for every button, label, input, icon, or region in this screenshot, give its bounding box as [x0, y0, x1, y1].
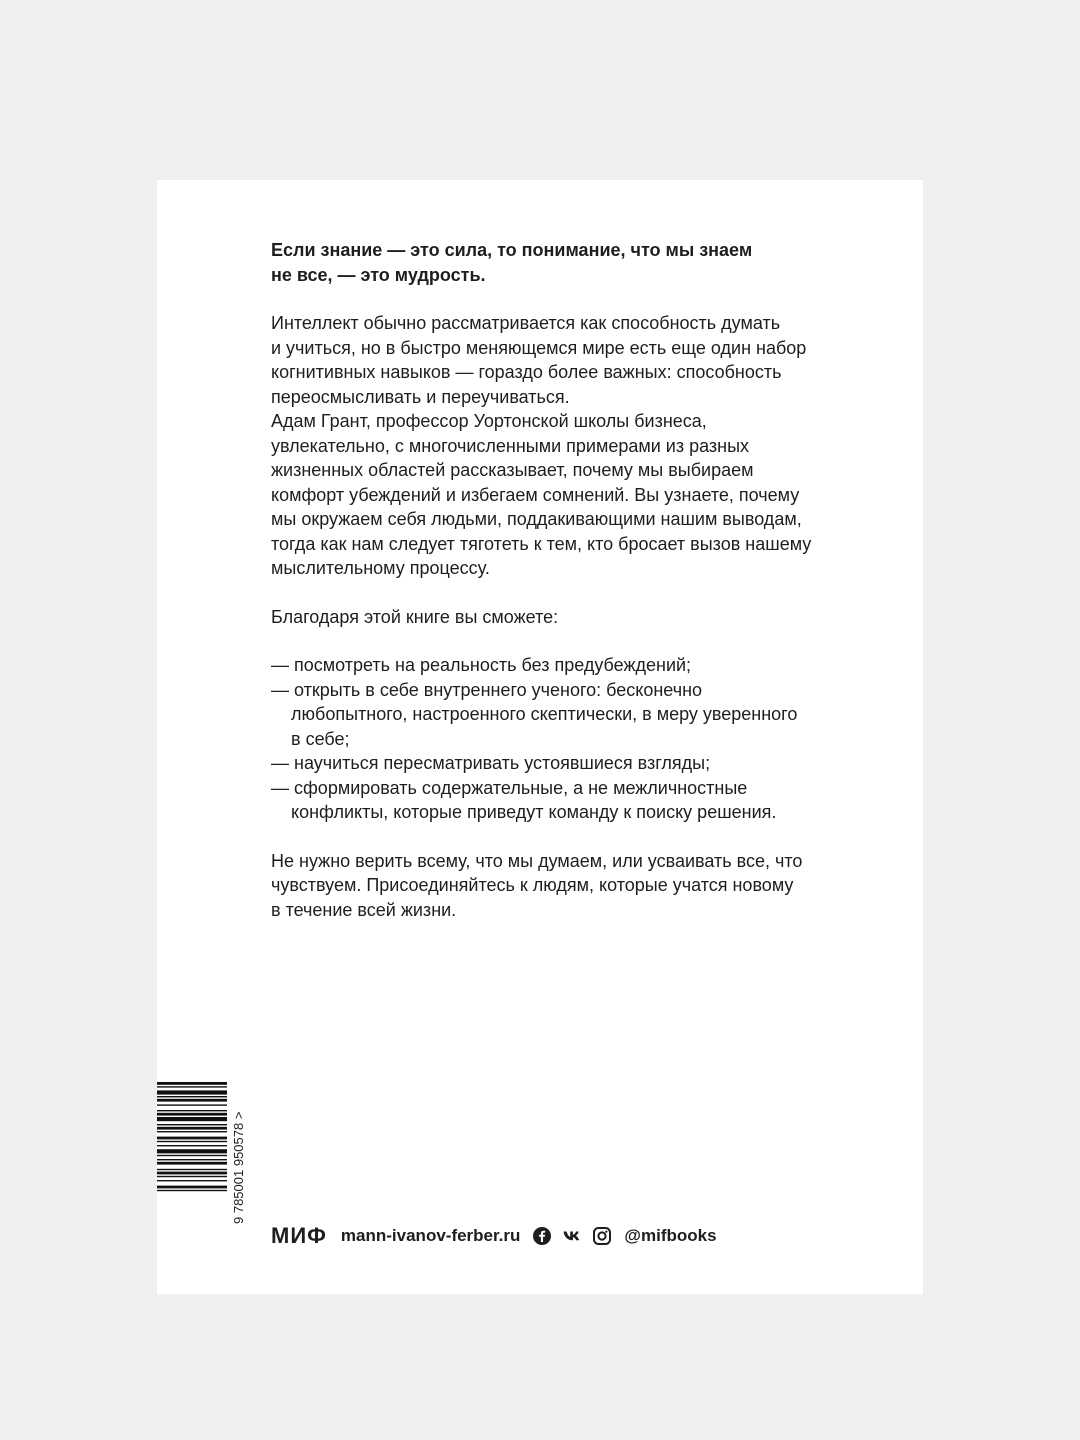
- social-handle[interactable]: @mifbooks: [624, 1226, 717, 1245]
- description-line: мы окружаем себя людьми, поддакивающими нашим выводам,: [271, 509, 802, 529]
- barcode-bar: [157, 1090, 227, 1094]
- description-line: Адам Грант, профессор Уортонской школы бизнеса,: [271, 411, 707, 431]
- list-item-line: — научиться пересматривать устоявшиеся взгляды;: [271, 753, 711, 773]
- publisher-footer: [271, 1222, 717, 1250]
- facebook-icon[interactable]: [532, 1226, 552, 1246]
- list-item: [271, 678, 871, 752]
- barcode-bar: [157, 1096, 227, 1097]
- closing-line: чувствуем. Присоединяйтесь к людям, которые учатся новому: [271, 875, 794, 895]
- barcode-bar: [157, 1145, 227, 1146]
- barcode-bars: [157, 1082, 227, 1191]
- description-line: когнитивных навыков — гораздо более важных: способность: [271, 362, 782, 382]
- list-item-line: в себе;: [291, 728, 350, 749]
- barcode-bar: [157, 1159, 227, 1160]
- list-item: [271, 776, 871, 825]
- description-line: переосмысливать и переучиваться.: [271, 386, 570, 407]
- lead-line: не все, — это мудрость.: [271, 264, 486, 285]
- website-link[interactable]: mann-ivanov-ferber.ru: [340, 1226, 521, 1245]
- barcode-bar: [157, 1162, 227, 1165]
- barcode-number: 9 785001 950578 >: [231, 1111, 246, 1224]
- list-item-line: — посмотреть на реальность без предубеждений;: [271, 655, 692, 675]
- list-item-line: — сформировать содержательные, а не межличностные: [271, 777, 748, 798]
- description-line: Интеллект обычно рассматривается как способность думать: [271, 313, 781, 333]
- barcode-bar: [157, 1137, 227, 1140]
- barcode-bar: [157, 1099, 227, 1102]
- barcode-bar: [157, 1082, 227, 1085]
- lead-quote: [271, 238, 871, 287]
- list-item-line: конфликты, которые приведут команду к поиску решения.: [291, 802, 777, 822]
- barcode-bar: [157, 1117, 227, 1121]
- list-item-line: любопытного, настроенного скептически, в меру уверенного: [291, 704, 798, 724]
- description-line: жизненных областей рассказывает, почему мы выбираем: [271, 460, 754, 480]
- description-line: комфорт убеждений и избегаем сомнений. Вы узнаете, почему: [271, 484, 800, 505]
- barcode-bar: [157, 1113, 227, 1116]
- description-line: мыслительному процессу.: [271, 558, 490, 578]
- barcode-bar: [157, 1141, 227, 1142]
- closing-line: Не нужно верить всему, что мы думаем, или усваивать все, что: [271, 850, 803, 871]
- blurb-text: [271, 238, 871, 946]
- barcode-bar: [157, 1110, 227, 1111]
- list-item: [271, 653, 871, 678]
- barcode-bar: [157, 1124, 227, 1125]
- barcode-bar: [157, 1149, 227, 1153]
- benefits-list: [271, 653, 871, 825]
- barcode: [157, 1080, 247, 1224]
- barcode-bar: [157, 1169, 227, 1170]
- instagram-icon[interactable]: [592, 1226, 612, 1246]
- vk-icon[interactable]: [562, 1226, 582, 1246]
- book-back-cover: [157, 180, 923, 1294]
- barcode-bar: [157, 1172, 227, 1175]
- barcode-bar: [157, 1180, 227, 1181]
- lead-line: Если знание — это сила, то понимание, что мы знаем: [271, 240, 753, 260]
- description-paragraph: [271, 311, 871, 581]
- barcode-bar: [157, 1127, 227, 1130]
- description-line: и учиться, но в быстро меняющемся мире есть еще один набор: [271, 337, 807, 358]
- barcode-bar: [157, 1131, 227, 1132]
- barcode-bar: [157, 1176, 227, 1177]
- barcode-bar: [157, 1190, 227, 1191]
- description-line: тогда как нам следует тяготеть к тем, кто бросает вызов нашему: [271, 533, 812, 554]
- publisher-logo: МИФ: [271, 1223, 327, 1248]
- barcode-bar: [157, 1104, 227, 1105]
- description-line: увлекательно, с многочисленными примерами из разных: [271, 435, 750, 456]
- closing-line: в течение всей жизни.: [271, 899, 457, 920]
- list-item-line: — открыть в себе внутреннего ученого: бесконечно: [271, 679, 703, 700]
- benefits-intro: Благодаря этой книге вы сможете:: [271, 606, 559, 627]
- barcode-bar: [157, 1155, 227, 1156]
- closing-paragraph: [271, 849, 871, 923]
- list-item: [271, 751, 871, 776]
- barcode-bar: [157, 1086, 227, 1087]
- barcode-bar: [157, 1186, 227, 1189]
